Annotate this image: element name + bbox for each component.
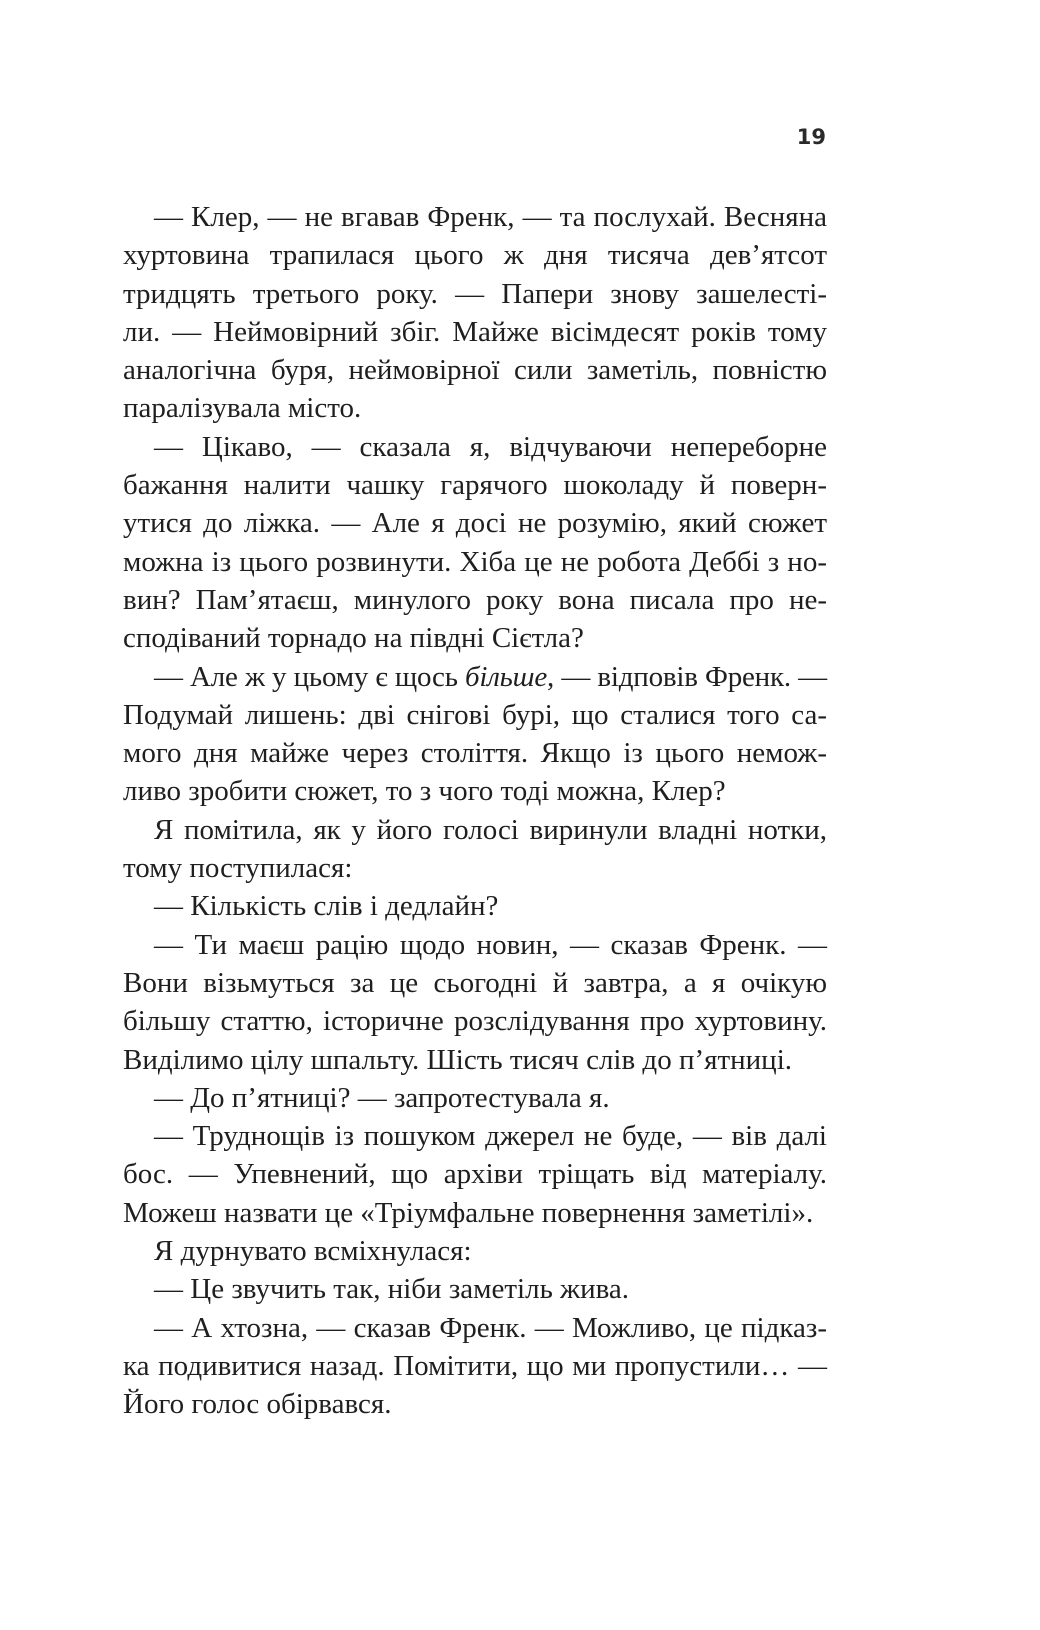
- text-line: можна із цього розвинути. Хіба це не робота Деббі з но-: [123, 545, 827, 578]
- text-line: Виділимо цілу шпальту. Шість тисяч слів до п’ятниці.: [123, 1043, 792, 1076]
- text-line: Подумай лишень: дві снігові бурі, що сталися того са-: [123, 698, 827, 731]
- text-line: ливо зробити сюжет, то з чого тоді можна, Клер?: [123, 775, 726, 808]
- emphasis-text: більше: [464, 660, 548, 693]
- text-line: Можеш назвати це «Тріумфальне повернення заметілі».: [123, 1196, 814, 1229]
- text-line: Я дурнувато всміхнулася:: [154, 1235, 472, 1268]
- text-line: більшу статтю, історичне розслідування про хуртовину.: [123, 1005, 827, 1038]
- text-line: — Клер, — не вгавав Френк, — та послухай. Весняна: [154, 201, 827, 233]
- text-line: — Кількість слів і дедлайн?: [154, 890, 499, 923]
- text-line: Його голос обірвався.: [123, 1388, 392, 1421]
- text-line: — Ти маєш рацію щодо новин, — сказав Френк. —: [154, 928, 827, 961]
- text-line: паралізувала місто.: [123, 392, 362, 425]
- text-line: — Це звучить так, ніби заметіль жива.: [154, 1273, 630, 1306]
- text-segment: , — відповів Френк. —: [547, 660, 827, 693]
- text-line: бос. — Упевнений, що архіви тріщать від матеріалу.: [123, 1158, 827, 1191]
- text-line: [123, 658, 827, 696]
- text-line: вин? Пам’ятаєш, минулого року вона писала про не-: [123, 583, 827, 616]
- text-line: аналогічна буря, неймовірної сили заметіль, повністю: [123, 354, 827, 387]
- text-line: хуртовина трапилася цього ж дня тисяча дев’ятсот: [123, 239, 827, 272]
- text-line: утися до ліжка. — Але я досі не розумію, який сюжет: [123, 507, 827, 540]
- body-text: [123, 198, 827, 1424]
- text-line: ли. — Неймовірний збіг. Майже вісімдесят років тому: [123, 315, 827, 348]
- text-line: тому поступилася:: [123, 852, 353, 885]
- text-line: — А хтозна, — сказав Френк. — Можливо, це підказ-: [154, 1311, 827, 1344]
- text-line: ка подивитися назад. Помітити, що ми пропустили… —: [123, 1349, 827, 1382]
- text-line: — Труднощів із пошуком джерел не буде, — вів далі: [154, 1120, 827, 1153]
- text-line: тридцять третього року. — Папери знову зашелесті-: [123, 277, 827, 310]
- text-line: мого дня майже через століття. Якщо із цього немож-: [123, 737, 827, 770]
- text-line: Я помітила, як у його голосі виринули владні нотки,: [154, 813, 827, 846]
- text-line: — Цікаво, — сказала я, відчуваючи непереборне: [154, 430, 827, 463]
- text-line: Вони візьмуться за це сьогодні й завтра, а я очікую: [123, 966, 827, 999]
- text-line: сподіваний торнадо на півдні Сієтла?: [123, 622, 584, 655]
- text-segment: — Але ж у цьому є щось: [154, 660, 465, 693]
- text-line: бажання налити чашку гарячого шоколаду й поверн-: [123, 469, 827, 502]
- text-line: — До п’ятниці? — запротестувала я.: [154, 1081, 610, 1114]
- page-number: 19: [796, 125, 826, 149]
